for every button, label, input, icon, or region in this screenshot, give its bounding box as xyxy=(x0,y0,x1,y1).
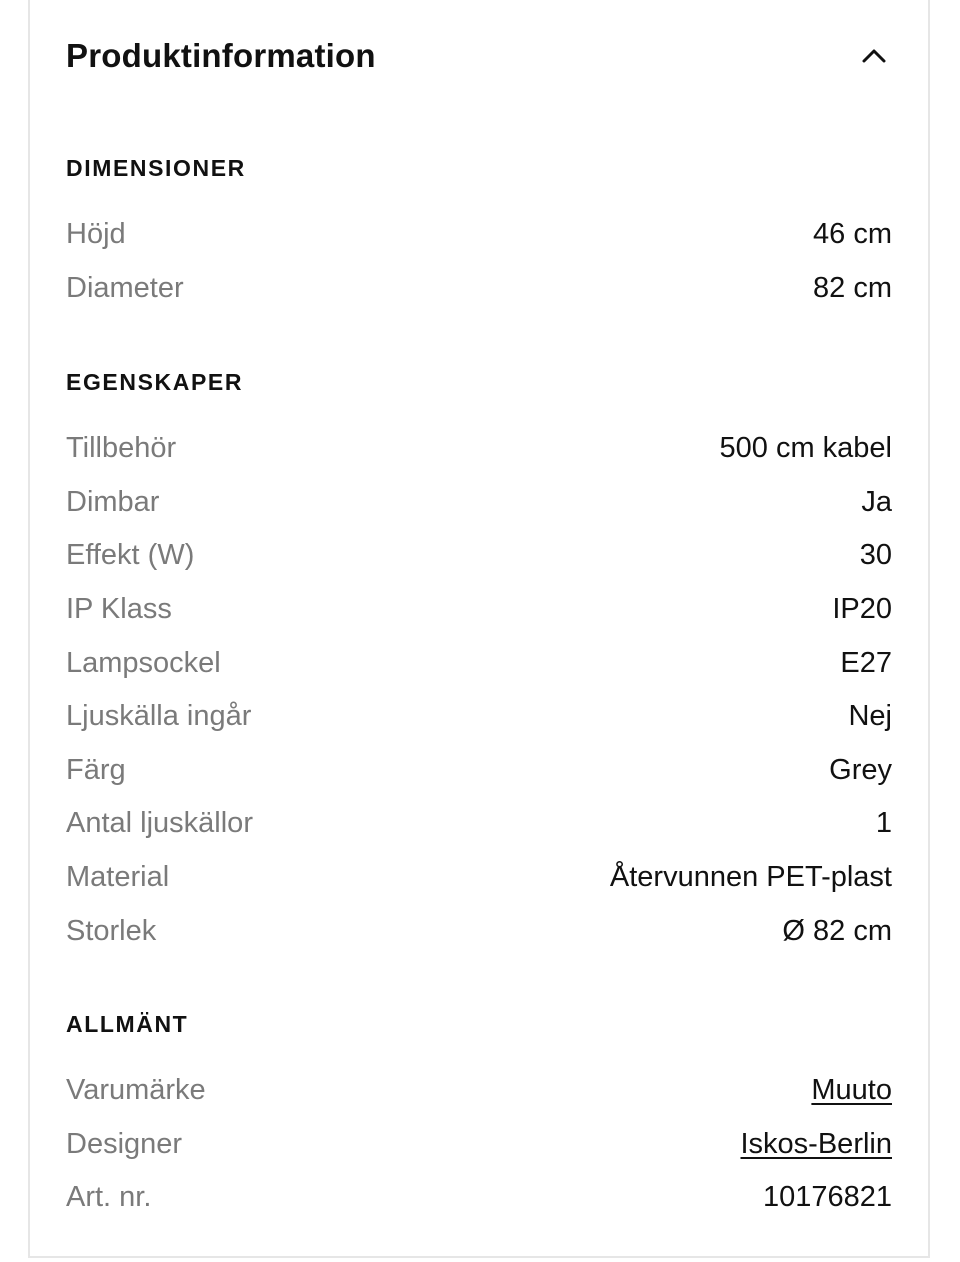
product-info-title: Produktinformation xyxy=(66,37,376,74)
product-info-panel xyxy=(28,0,930,1258)
spec-value: Ø 82 cm xyxy=(782,914,892,947)
spec-label: Dimbar xyxy=(66,485,160,518)
section-title: EGENSKAPER xyxy=(66,369,244,395)
section-title: DIMENSIONER xyxy=(66,155,246,181)
spec-label: Storlek xyxy=(66,914,157,947)
spec-value: 30 xyxy=(859,539,892,572)
spec-value: IP20 xyxy=(832,593,892,626)
spec-row-dimbar xyxy=(66,476,892,530)
spec-row-lampsockel xyxy=(66,636,892,690)
spec-row-varumarke xyxy=(66,1064,892,1118)
spec-value: E27 xyxy=(840,646,892,679)
spec-label: Antal ljuskällor xyxy=(66,807,253,840)
spec-row-tillbehor xyxy=(66,422,892,476)
product-info-header[interactable] xyxy=(66,26,892,86)
section-title: ALLMÄNT xyxy=(66,1011,189,1037)
section-allmant xyxy=(66,1009,892,1225)
chevron-up-icon[interactable] xyxy=(856,38,892,74)
spec-label: Höjd xyxy=(66,218,126,251)
spec-label: Diameter xyxy=(66,271,184,304)
brand-link[interactable]: Muuto xyxy=(811,1074,892,1107)
spec-label: Tillbehör xyxy=(66,432,177,465)
spec-row-antal-ljuskallor xyxy=(66,797,892,851)
section-egenskaper xyxy=(66,367,892,958)
spec-label: Art. nr. xyxy=(66,1181,152,1214)
spec-label: IP Klass xyxy=(66,593,172,626)
spec-label: Ljuskälla ingår xyxy=(66,700,252,733)
spec-row-ip-klass xyxy=(66,583,892,637)
spec-value: 46 cm xyxy=(813,218,892,251)
spec-row-effekt xyxy=(66,529,892,583)
spec-row-material xyxy=(66,851,892,905)
section-dimensioner xyxy=(66,153,892,315)
spec-row-hojd xyxy=(66,208,892,262)
spec-value: 10176821 xyxy=(762,1181,892,1214)
spec-value: Nej xyxy=(848,700,892,733)
spec-value: Återvunnen PET-plast xyxy=(609,861,892,894)
spec-value: Ja xyxy=(861,485,892,518)
spec-label: Material xyxy=(66,861,170,894)
spec-value: 1 xyxy=(875,807,892,840)
spec-label: Varumärke xyxy=(66,1074,206,1107)
spec-row-designer xyxy=(66,1118,892,1172)
spec-label: Färg xyxy=(66,753,126,786)
spec-label: Lampsockel xyxy=(66,646,221,679)
spec-value: Grey xyxy=(829,753,892,786)
spec-value: 82 cm xyxy=(813,271,892,304)
designer-link[interactable]: Iskos-Berlin xyxy=(740,1127,892,1160)
spec-label: Designer xyxy=(66,1127,183,1160)
spec-value: 500 cm kabel xyxy=(719,432,892,465)
spec-row-storlek xyxy=(66,904,892,958)
spec-row-art-nr xyxy=(66,1171,892,1225)
spec-label: Effekt (W) xyxy=(66,539,195,572)
spec-row-farg xyxy=(66,744,892,798)
spec-row-diameter xyxy=(66,262,892,316)
spec-row-ljuskalla-ingar xyxy=(66,690,892,744)
